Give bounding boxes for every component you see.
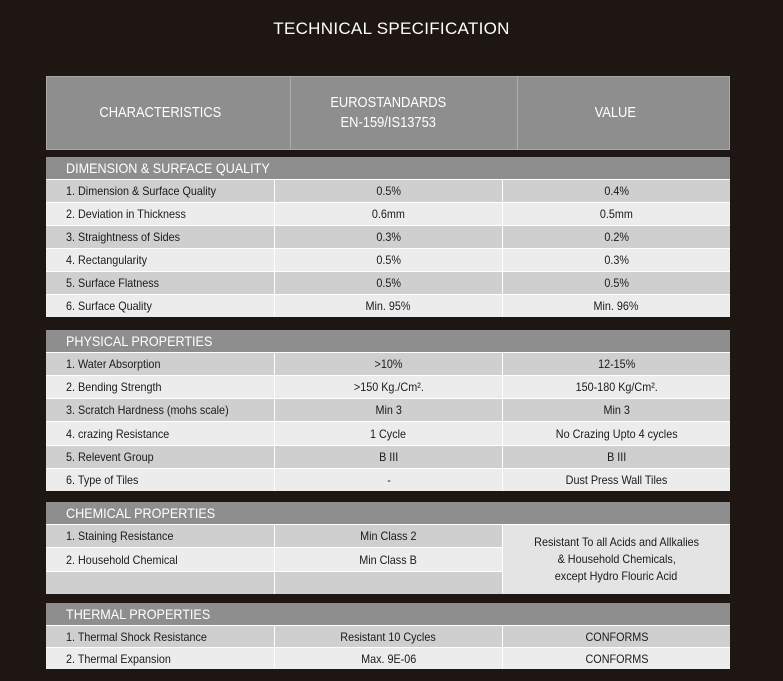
header-standard-line2: EN-159/IS13753 [340,114,436,131]
section-dimension [46,157,730,317]
table-row: 4. Rectangularity 0.5% 0.3% [46,248,730,271]
section-physical [46,330,730,491]
section-title: THERMAL PROPERTIES [46,603,730,625]
header-characteristics: CHARACTERISTICS [99,104,222,121]
table-row: 2. Household Chemical Min Class B [46,547,730,571]
section-title: PHYSICAL PROPERTIES [46,330,730,352]
header-standard-line1: EUROSTANDARDS [329,94,446,111]
table-row: 5. Relevent Group B III B III [46,445,730,468]
chemical-merged-value [502,524,730,594]
table-row: 1. Staining Resistance Min Class 2 [46,524,730,547]
merged-line: Resistant To all Acids and Allkalies [534,535,699,549]
table-row: 1. Thermal Shock Resistance Resistant 10 Cycles CONFORMS [46,625,730,647]
table-row: 2. Bending Strength >150 Kg./Cm². 150-180 Kg/Cm². [46,375,730,398]
merged-line: except Hydro Flouric Acid [555,569,678,583]
header-value: VALUE [517,77,713,149]
section-title: DIMENSION & SURFACE QUALITY [46,157,730,179]
section-title: CHEMICAL PROPERTIES [46,502,730,524]
section-chemical [46,502,730,594]
table-row: 2. Deviation in Thickness 0.6mm 0.5mm [46,202,730,225]
table-row: 1. Water Absorption >10% 12-15% [46,352,730,375]
table-row: 3. Scratch Hardness (mohs scale) Min 3 Min 3 [46,398,730,421]
table-row: 3. Straightness of Sides 0.3% 0.2% [46,225,730,248]
section-thermal [46,603,730,669]
table-row: 1. Dimension & Surface Quality 0.5% 0.4% [46,179,730,202]
page-title: TECHNICAL SPECIFICATION [273,19,510,38]
table-header [46,76,730,150]
merged-line: & Household Chemicals, [557,552,676,566]
table-row: 2. Thermal Expansion Max. 9E-06 CONFORMS [46,647,730,669]
table-row: 5. Surface Flatness 0.5% 0.5% [46,271,730,294]
table-row: 4. crazing Resistance 1 Cycle No Crazing Upto 4 cycles [46,421,730,445]
table-row: 6. Type of Tiles - Dust Press Wall Tiles [46,468,730,491]
table-row: 6. Surface Quality Min. 95% Min. 96% [46,294,730,317]
header-standard [290,77,486,149]
